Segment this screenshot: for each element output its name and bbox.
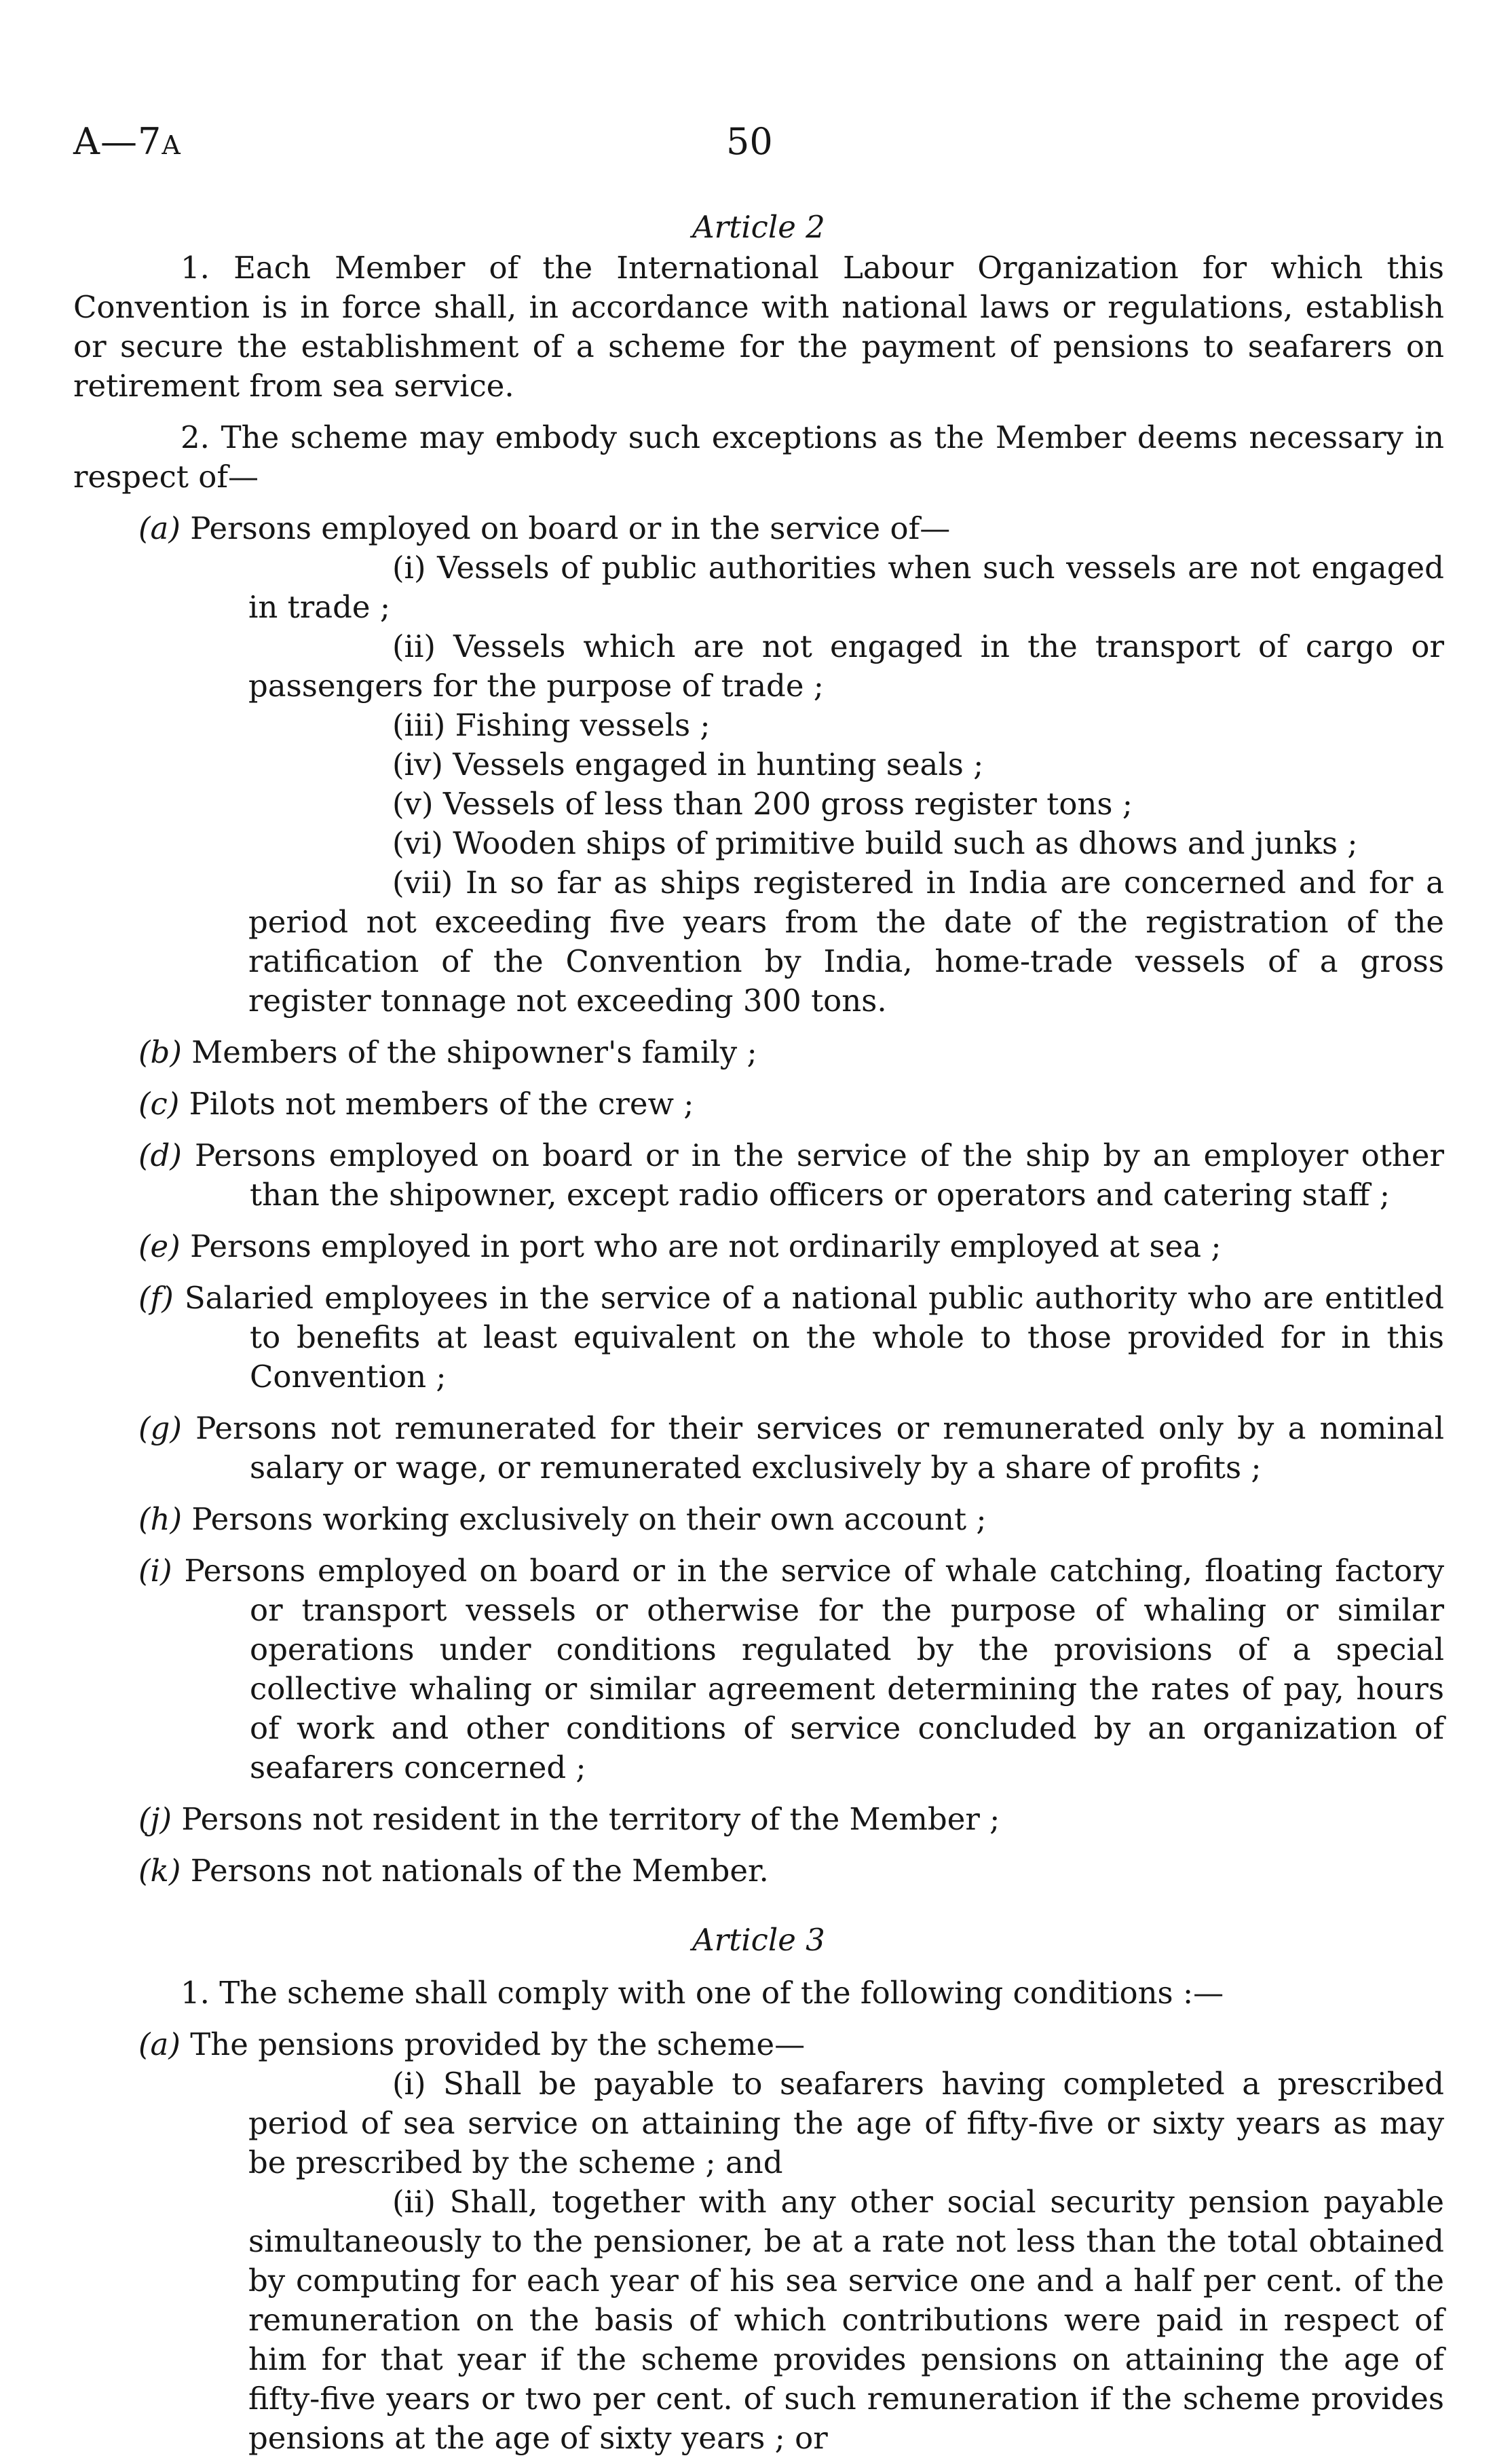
exception-item <box>73 1033 1444 1072</box>
condition-a-sub-ii: (ii) Shall, together with any other social security pension payable simultaneously to the pensioner, be at a rate not less than the total obtained by computing for each year of his sea service one and a half per cent. of the remuneration on the basis of which contributions were paid in respect of him for that year if the scheme provides pensions on attaining the age of fifty-five years or two per cent. of such remuneration if the scheme provides pensions at the age of sixty years ; or <box>248 2184 1444 2456</box>
exception-label: (e) <box>138 1228 181 1264</box>
exception-item <box>73 1279 1444 1397</box>
exception-label: (k) <box>138 1853 181 1889</box>
exception-item <box>73 1227 1444 1266</box>
exception-a-sub-ii: (ii) Vessels which are not engaged in the transport of cargo or passengers for the purpose of trade ; <box>248 628 1444 704</box>
exception-item <box>73 1551 1444 1788</box>
page-number: 50 <box>726 120 773 163</box>
exception-text: Persons not nationals of the Member. <box>190 1853 769 1889</box>
exception-item <box>73 1084 1444 1124</box>
condition-label-a: (a) <box>138 2026 181 2062</box>
exception-item <box>73 1851 1444 1891</box>
condition-text-a: The pensions provided by the scheme— <box>190 2026 806 2062</box>
exception-text: Persons not resident in the territory of the Member ; <box>181 1801 1000 1837</box>
exception-a-sub-iii: (iii) Fishing vessels ; <box>392 707 711 743</box>
exception-text-a: Persons employed on board or in the service of— <box>190 510 951 546</box>
exception-label: (c) <box>138 1086 180 1122</box>
exception-label: (g) <box>138 1410 182 1446</box>
exception-a-sub-v: (v) Vessels of less than 200 gross register tons ; <box>392 786 1133 822</box>
exception-text: Members of the shipowner's family ; <box>191 1034 757 1070</box>
exception-label: (h) <box>138 1501 183 1537</box>
exception-label: (b) <box>138 1034 182 1070</box>
exception-a-sub-vii: (vii) In so far as ships registered in India are concerned and for a period not exceeding five years from the date of the registration of the ratification of the Convention by India, home-trade vessels of a gross register tonnage not exceeding 300 tons. <box>248 865 1444 1019</box>
exception-text: Persons employed on board or in the service of whale catching, floating factory or transport vessels or otherwise for the purpose of whaling or similar operations under conditions regulated by the provisions of a special collective whaling or similar agreement determining the rates of pay, hours of work and other conditions of service concluded by an organization of seafarers concerned ; <box>184 1553 1444 1785</box>
exception-a-sub-iv: (iv) Vessels engaged in hunting seals ; <box>392 746 984 782</box>
exception-text: Pilots not members of the crew ; <box>189 1086 694 1122</box>
exception-text: Persons working exclusively on their own account ; <box>191 1501 987 1537</box>
exception-item-a <box>73 509 1444 548</box>
exception-item <box>73 1409 1444 1488</box>
condition-a-sub-i: (i) Shall be payable to seafarers having completed a prescribed period of sea service on attaining the age of fifty-five or sixty years as may be prescribed by the scheme ; and <box>248 2066 1444 2180</box>
exception-text: Persons employed in port who are not ordinarily employed at sea ; <box>190 1228 1222 1264</box>
exception-label: (f) <box>138 1280 174 1316</box>
document-reference-suffix: A <box>162 130 181 160</box>
document-reference <box>73 122 181 165</box>
exception-item <box>73 1800 1444 1839</box>
article-2-paragraph-1: 1. Each Member of the International Labour Organization for which this Convention is in force shall, in accordance with national laws or regulations, establish or secure the establishment of a scheme for the payment of pensions to seafarers on retirement from sea service. <box>73 250 1444 404</box>
document-reference-main: A—7 <box>73 120 162 163</box>
exception-label: (j) <box>138 1801 172 1837</box>
article-3-title: Article 3 <box>692 1922 825 1958</box>
exception-text: Persons not remunerated for their services or remunerated only by a nominal salary or wage, or remunerated exclusively by a share of profits ; <box>195 1410 1444 1486</box>
article-3-paragraph-1: 1. The scheme shall comply with one of the following conditions :— <box>181 1975 1224 2011</box>
exception-label: (i) <box>138 1553 172 1589</box>
exception-label: (d) <box>138 1137 182 1173</box>
exception-a-sub-i: (i) Vessels of public authorities when such vessels are not engaged in trade ; <box>248 550 1444 625</box>
condition-item-a <box>73 2025 1444 2064</box>
article-2-paragraph-2: 2. The scheme may embody such exceptions as the Member deems necessary in respect of— <box>73 419 1444 495</box>
exception-a-sub-vi: (vi) Wooden ships of primitive build such as dhows and junks ; <box>392 825 1358 861</box>
article-2-title: Article 2 <box>692 209 825 245</box>
exception-text: Salaried employees in the service of a national public authority who are entitled to benefits at least equivalent on the whole to those provided for in this Convention ; <box>184 1280 1444 1395</box>
exception-item <box>73 1136 1444 1215</box>
exception-label-a: (a) <box>138 510 181 546</box>
exception-item <box>73 1500 1444 1539</box>
page-body <box>73 208 1444 2458</box>
exception-text: Persons employed on board or in the service of the ship by an employer other than the shipowner, except radio officers or operators and catering staff ; <box>194 1137 1444 1213</box>
